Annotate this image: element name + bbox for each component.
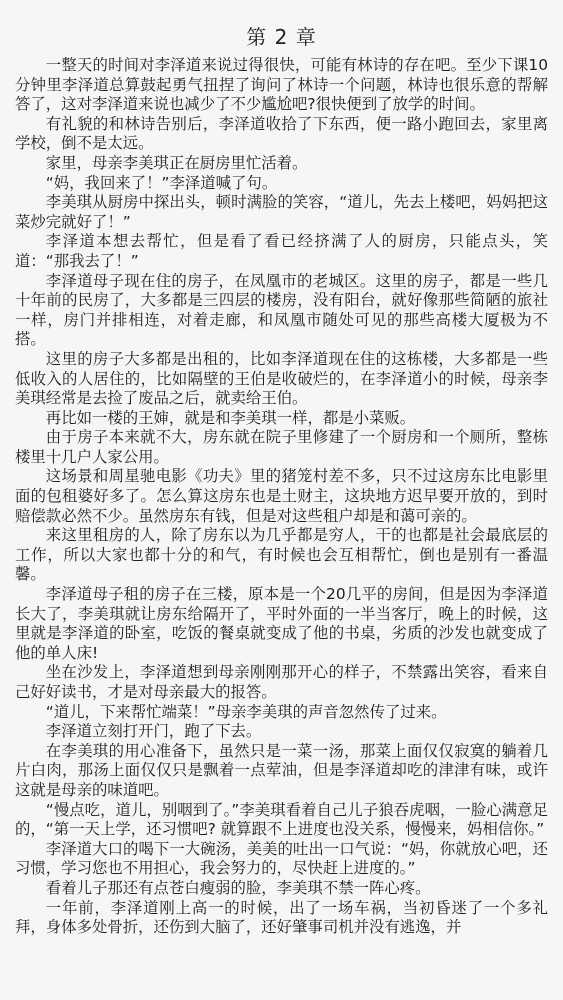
paragraph: “道儿，下来帮忙端菜！”母亲李美琪的声音忽然传了过来。 (45, 702, 447, 721)
paragraph: 坐在沙发上，李泽道想到母亲刚刚那开心的样子，不禁露出笑容，看来自己好好读书，才是对母亲最大的报答。 (15, 663, 548, 701)
paragraph: 这里的房子大多都是出租的，比如李泽道现在住的这栋楼，大多都是一些低收入的人居住的，比如隔壁的王伯是收破烂的，在李泽道小的时候，母亲李美琪经常是去捡了废品之后，就卖给王伯。 (15, 349, 548, 408)
chapter-body (15, 56, 548, 938)
paragraph: 再比如一楼的王婶，就是和李美琪一样，都是小菜贩。 (45, 408, 416, 427)
paragraph: 家里，母亲李美琪正在厨房里忙活着。 (45, 153, 308, 172)
paragraph: 一整天的时间对李泽道来说过得很快，可能有林诗的存在吧。至少下课10分钟里李泽道总算鼓起勇气扭捏了询问了林诗一个问题，林诗也很乐意的帮解答了，这对李泽道来说也减少了不少尴尬吧?很快便到了放学的时间。 (15, 56, 548, 114)
paragraph: 看着儿子那还有点苍白瘦弱的脸，李美琪不禁一阵心疼。 (45, 878, 431, 897)
paragraph: 有礼貌的和林诗告别后，李泽道收拾了下东西，便一路小跑回去，家里离学校，倒不是太远。 (15, 114, 548, 153)
paragraph: 在李美琪的用心准备下，虽然只是一菜一汤，那菜上面仅仅寂寞的躺着几片白肉，那汤上面仅仅只是飘着一点荤油，但是李泽道却吃的津津有味，或许这就是母亲的味道吧。 (15, 741, 548, 799)
paragraph: 李美琪从厨房中探出头，顿时满脸的笑容，“道儿，先去上楼吧，妈妈把这菜炒完就好了！” (15, 193, 548, 231)
paragraph: “妈，我回来了！”李泽道喊了句。 (45, 173, 278, 192)
paragraph: 一年前，李泽道刚上高一的时候，出了一场车祸，当初昏迷了一个多礼拜，身体多处骨折，还伤到大脑了，还好肇事司机并没有逃逸，并 (15, 898, 548, 937)
paragraph: 李泽道立刻打开门，跑了下去。 (45, 722, 262, 741)
paragraph: 来这里租房的人，除了房东以为几乎都是穷人，干的也都是社会最底层的工作，所以大家也都十分的和气，有时候也会互相帮忙，倒也是别有一番温馨。 (15, 526, 548, 584)
paragraph: 李泽道母子租的房子在三楼，原本是一个20几平的房间，但是因为李泽道长大了，李美琪就让房东给隔开了，平时外面的一半当客厅，晚上的时候，这里就是李泽道的卧室，吃饭的餐桌就变成了他的书桌，劣质的沙发也就变成了他的单人床! (15, 585, 548, 662)
paragraph: 李泽道母子现在住的房子，在凤凰市的老城区。这里的房子，都是一些几十年前的民房了，大多都是三四层的楼房，没有阳台，就好像那些简陋的旅社一样，房门并排相连，对着走廊，和凤凰市随处可见的那些高楼大厦极为不搭。 (15, 271, 548, 349)
chapter-title: 第 2 章 (246, 25, 317, 49)
paragraph: 李泽道本想去帮忙，但是看了看已经挤满了人的厨房，只能点头，笑道：“那我去了！” (15, 232, 548, 270)
paragraph: 李泽道大口的喝下一大碗汤，美美的吐出一口气说：“妈，你就放心吧，还习惯，学习您也不用担心，我会努力的，尽快赶上进度的。” (15, 839, 548, 878)
paragraph: “慢点吃，道儿，别咽到了。”李美琪看着自己儿子狼吞虎咽，一脸心满意足的，“第一天上学，还习惯吧? 就算跟不上进度也没关系，慢慢来，妈相信你。” (15, 800, 548, 839)
paragraph: 这场景和周星驰电影《功夫》里的猪笼村差不多，只不过这房东比电影里面的包租婆好多了。怎么算这房东也是土财主，这块地方迟早要开放的，到时赔偿款必然不少。虽然房东有钱，但是对这些租户却是和蔼可亲的。 (15, 467, 548, 525)
paragraph: 由于房子本来就不大，房东就在院子里修建了一个厨房和一个厕所，整栋楼里十几户人家公用。 (15, 428, 548, 466)
